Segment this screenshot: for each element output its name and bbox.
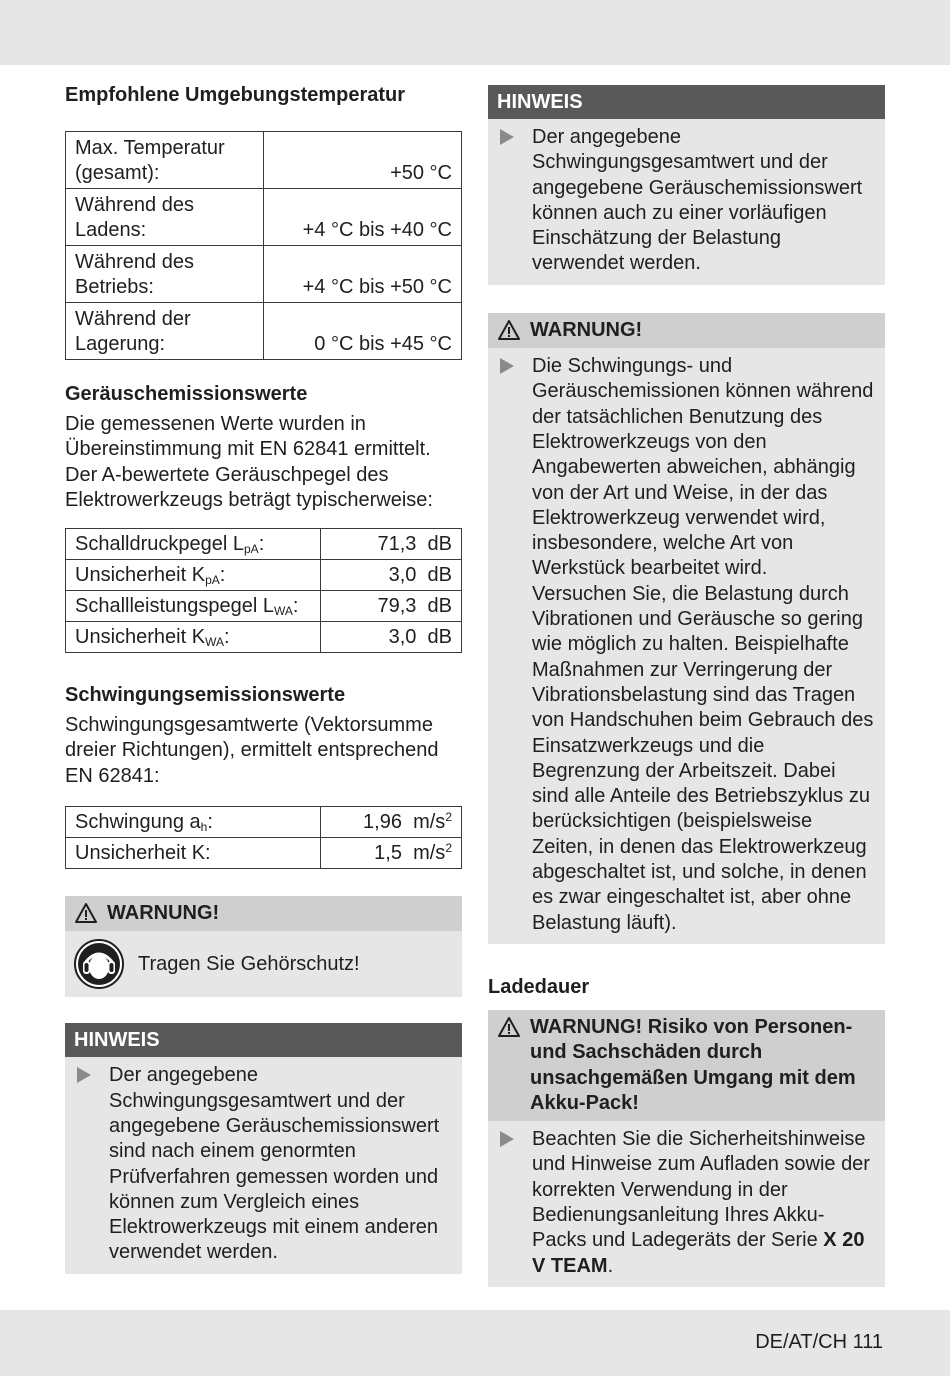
note-body <box>488 119 885 285</box>
right-note-box <box>488 85 885 285</box>
vibration-label: Unsicherheit K: <box>66 838 321 869</box>
warning-text-part1: Die Schwingungs- und Geräuschemissionen können während der tatsächlichen Benutzung des Elektrowerkzeugs von den Angabewerten abweichen, abhängig von der Art und Weise, in der das Elektrowerkzeug verwendet wird, insbesondere, welche Art von Werkstück bearbeitet wird. <box>532 355 874 580</box>
charging-heading: Ladedauer <box>488 975 590 998</box>
noise-heading: Geräuschemissionswerte <box>65 383 308 405</box>
temp-value: +4 °C bis +40 °C <box>264 189 462 246</box>
warning-text-part2: Versuchen Sie, die Belastung durch Vibrationen und Geräusche so gering wie möglich zu halten. Beispielhafte Maßnahmen zur Verringerung der Vibrationsbelastung sind das Tragen von Handschuhen beim Gebrauch des Einsatzwerkzeugs und die Begrenzung der Arbeitszeit. Dabei sind alle Anteile des Betriebszyklus zu berücksichtigen (beispielsweise Zeiten, in denen das Elektrowerkzeug abgeschaltet ist, und solche, in denen es zwar eingeschaltet ist, aber ohne Belastung läuft). <box>532 582 874 934</box>
warning-header <box>488 313 885 348</box>
temperature-table <box>65 131 462 360</box>
vibration-warning-box <box>488 313 885 944</box>
temp-value: 0 °C bis +45 °C <box>264 303 462 360</box>
right-column <box>488 85 885 1287</box>
charging-text: Beachten Sie die Sicherheitshinweise und Hinweise zum Aufladen sowie der korrekten Verwendung in der Bedienungsanleitung Ihres Akku-Packs und Ladegeräts der Serie X 20 V TEAM. <box>532 1128 870 1277</box>
note-text: Der angegebene Schwingungsgesamtwert und der angegebene Geräuschemissionswert sind nach einem genormten Prüfverfahren gemessen worden und können zum Vergleich eines Elektrowerkzeugs mit einem anderen verwendet werden. <box>109 1064 440 1264</box>
table-row <box>66 132 462 189</box>
warning-header <box>65 896 462 931</box>
hearing-warning-box <box>65 896 462 997</box>
temp-label: Max. Temperatur (gesamt): <box>66 132 264 189</box>
noise-label: Unsicherheit $K_{WA}$: <box>66 622 321 653</box>
warning-triangle-icon <box>75 902 97 924</box>
table-row <box>66 838 462 869</box>
warning-header <box>488 1010 885 1121</box>
table-row <box>66 529 462 560</box>
note-text: Der angegebene Schwingungsgesamtwert und der angegebene Geräuschemissionswert können auch zu einer vorläufigen Einschätzung der Belastung verwendet werden. <box>532 126 863 275</box>
table-row <box>66 303 462 360</box>
warning-title: WARNUNG! <box>107 902 220 925</box>
vibration-value: 1,96 $m/s^2$ <box>321 807 462 838</box>
warning-text <box>532 354 877 936</box>
temp-value: +50 °C <box>264 132 462 189</box>
bullet-arrow-icon <box>500 358 514 374</box>
table-row <box>66 807 462 838</box>
vibration-value: 1,5 $m/s^2$ <box>321 838 462 869</box>
noise-value: 3,0 dB <box>321 560 462 591</box>
noise-table <box>65 528 462 653</box>
table-row <box>66 622 462 653</box>
noise-value: 3,0 dB <box>321 622 462 653</box>
noise-label: Schallleistungspegel $L_{WA}$: <box>66 591 321 622</box>
noise-value: 71,3 dB <box>321 529 462 560</box>
vibration-heading: Schwingungsemissionswerte <box>65 684 346 707</box>
vibration-table <box>65 806 462 869</box>
series-name: X 20 V TEAM <box>532 1229 865 1277</box>
temperature-heading: Empfohlene Umgebungstemperatur <box>65 84 406 106</box>
bullet-arrow-icon <box>77 1067 91 1083</box>
header-band <box>0 0 950 65</box>
temp-label: Während der Lagerung: <box>66 303 264 360</box>
table-row <box>66 560 462 591</box>
warning-body <box>488 348 885 944</box>
table-row <box>66 591 462 622</box>
warning-body <box>488 1121 885 1287</box>
left-note-box <box>65 1023 462 1273</box>
charging-warning-box <box>488 1010 885 1287</box>
temp-value: +4 °C bis +50 °C <box>264 246 462 303</box>
warning-triangle-icon <box>498 319 520 341</box>
bullet-arrow-icon <box>500 1131 514 1147</box>
page-number: DE/AT/CH 111 <box>755 1331 883 1353</box>
warning-triangle-icon <box>498 1016 520 1038</box>
noise-value: 79,3 dB <box>321 591 462 622</box>
left-column <box>65 80 462 1274</box>
noise-paragraph: Die gemessenen Werte wurden in Übereinstimmung mit EN 62841 ermittelt. Der A-bewertete Geräuschpegel des Elektrowerkzeugs beträgt typischerweise: <box>65 413 433 511</box>
bullet-arrow-icon <box>500 129 514 145</box>
temp-label: Während des Betriebs: <box>66 246 264 303</box>
hearing-protection-text: Tragen Sie Gehörschutz! <box>138 952 360 975</box>
noise-label: Unsicherheit $K_{pA}$: <box>66 560 321 591</box>
temp-label: Während des Ladens: <box>66 189 264 246</box>
vibration-label: Schwingung $a_h$: <box>66 807 321 838</box>
warning-title: WARNUNG! <box>530 318 643 341</box>
note-header: HINWEIS <box>65 1023 462 1057</box>
note-header: HINWEIS <box>488 85 885 119</box>
table-row <box>66 246 462 303</box>
note-body <box>65 1057 462 1273</box>
hearing-protection-icon <box>74 939 124 989</box>
warning-title: WARNUNG! Risiko von Personen- und Sachschäden durch unsachgemäßen Umgang mit dem Akku-Pack! <box>530 1015 856 1114</box>
hearing-protection-row <box>65 931 462 997</box>
vibration-paragraph: Schwingungsgesamtwerte (Vektorsumme dreier Richtungen), ermittelt entsprechend EN 62841: <box>65 714 439 787</box>
noise-label: Schalldruckpegel $L_{pA}$: <box>66 529 321 560</box>
table-row <box>66 189 462 246</box>
